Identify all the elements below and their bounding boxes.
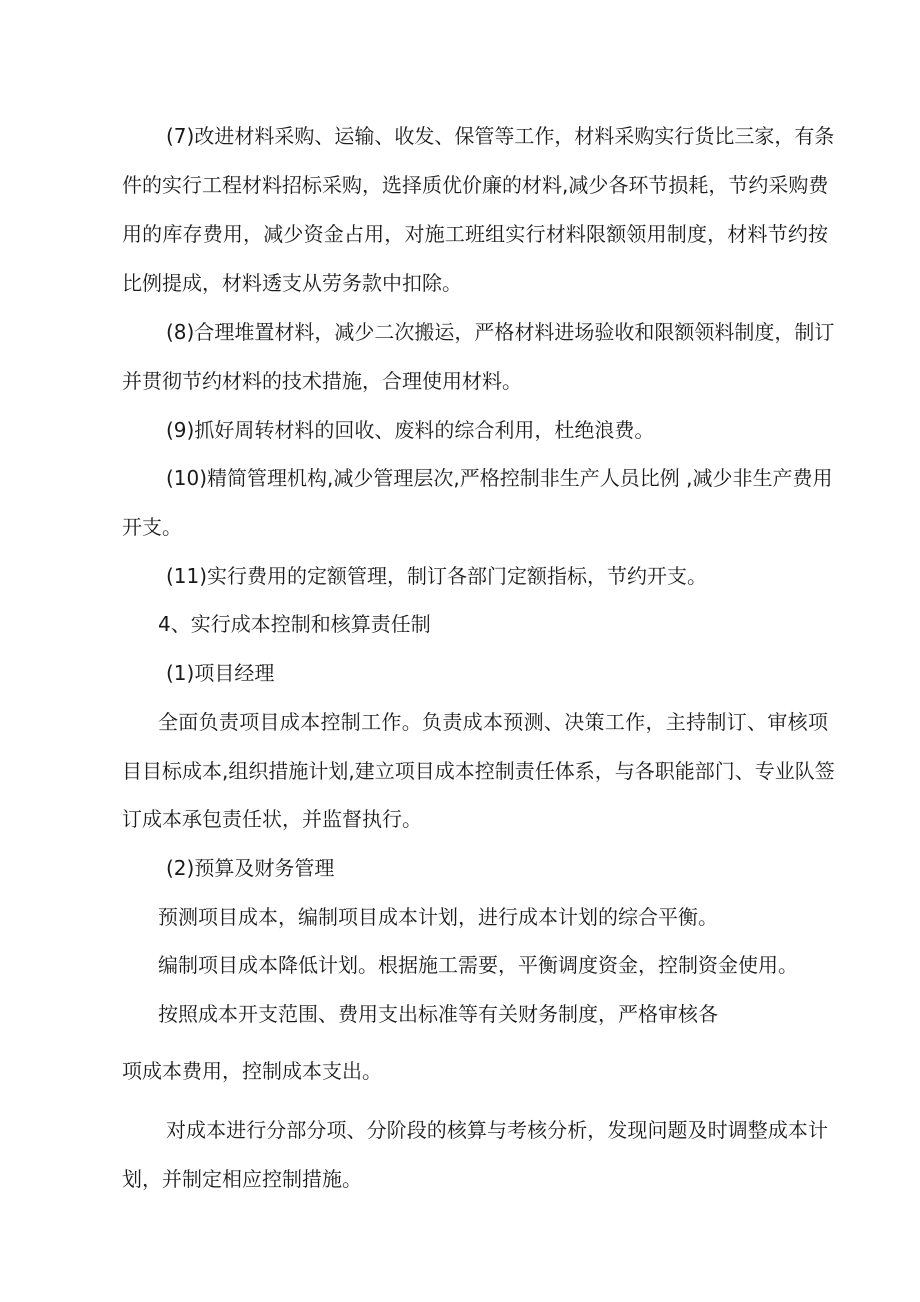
item-7-line-4: 比例提成，材料透支从劳务款中扣除。	[122, 271, 462, 295]
item-11-line-1: (11)实行费用的定额管理，制订各部门定额指标，节约开支。	[166, 564, 708, 588]
item-9-line-1: (9)抓好周转材料的回收、废料的综合利用，杜绝浪费。	[166, 418, 655, 442]
sub-2-body-4-line-1: 对成本进行分部分项、分阶段的核算与考核分析，发现问题及时调整成本计	[166, 1118, 828, 1142]
sub-2-body-2: 编制项目成本降低计划。根据施工需要，平衡调度资金，控制资金使用。	[158, 953, 798, 977]
item-10-line-2: 开支。	[122, 515, 182, 539]
item-10-line-1: (10)精简管理机构,减少管理层次,严格控制非生产人员比例 ,减少非生产费用	[166, 466, 833, 490]
sub-1-heading: (1)项目经理	[166, 661, 275, 685]
item-7-line-2: 件的实行工程材料招标采购，选择质优价廉的材料,减少各环节损耗，节约采购费	[122, 173, 829, 197]
sub-2-heading: (2)预算及财务管理	[166, 856, 335, 880]
sub-2-body-3: 按照成本开支范围、费用支出标准等有关财务制度，严格审核各	[158, 1002, 718, 1026]
sub-1-body-line-3: 订成本承包责任状，并监督执行。	[122, 807, 422, 831]
sub-2-body-4-line-2: 划，并制定相应控制措施。	[122, 1167, 362, 1191]
item-7-line-1: (7)改进材料采购、运输、收发、保管等工作，材料采购实行货比三家，有条	[166, 124, 835, 148]
sub-2-body-1: 预测项目成本，编制项目成本计划，进行成本计划的综合平衡。	[158, 905, 718, 929]
item-8-line-1: (8)合理堆置材料，减少二次搬运，严格材料进场验收和限额领料制度，制订	[166, 320, 835, 344]
sub-2-body-3-cont: 项成本费用，控制成本支出。	[122, 1059, 382, 1083]
sub-1-body-line-2: 目目标成本,组织措施计划,建立项目成本控制责任体系，与各职能部门、专业队签	[122, 759, 835, 783]
section-4-heading: 4、实行成本控制和核算责任制	[158, 612, 431, 636]
item-7-line-3: 用的库存费用，减少资金占用，对施工班组实行材料限额领用制度，材料节约按	[122, 222, 828, 246]
sub-1-body-line-1: 全面负责项目成本控制工作。负责成本预测、决策工作，主持制订、审核项	[158, 710, 828, 734]
item-8-line-2: 并贯彻节约材料的技术措施，合理使用材料。	[122, 369, 522, 393]
